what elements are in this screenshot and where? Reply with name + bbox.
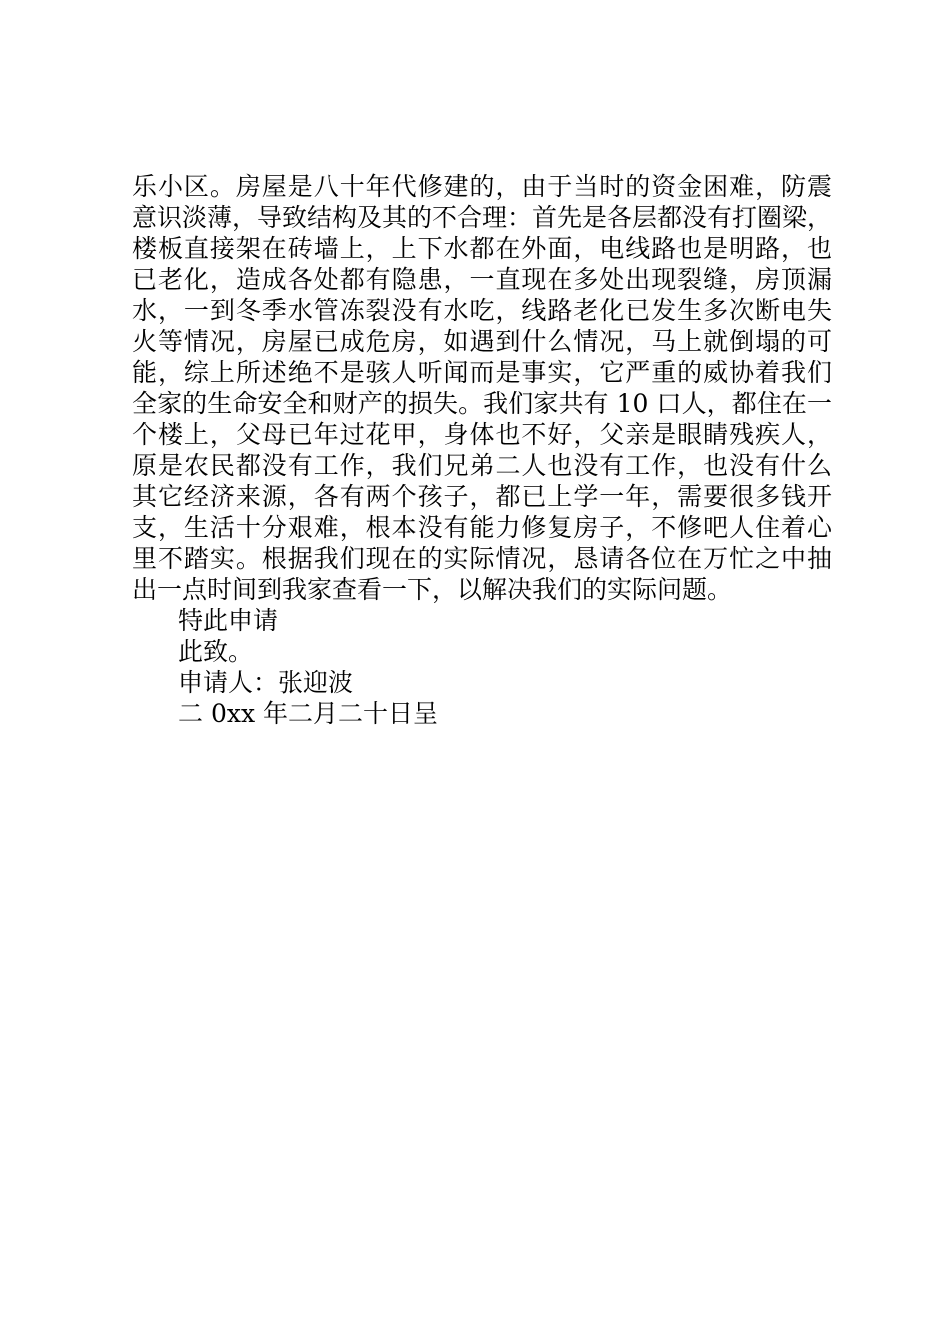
body-line: 火等情况，房屋已成危房，如遇到什么情况，马上就倒塌的可: [132, 327, 832, 356]
body-line: 全家的生命安全和财产的损失。我们家共有 10 口人，都住在一: [132, 389, 832, 418]
body-line: 意识淡薄，导致结构及其的不合理：首先是各层都没有打圈梁，: [132, 203, 833, 232]
body-line: 其它经济来源，各有两个孩子，都已上学一年，需要很多钱开: [132, 482, 832, 511]
body-line: 出一点时间到我家查看一下，以解决我们的实际问题。: [132, 575, 733, 604]
body-line: 水，一到冬季水管冻裂没有水吃，线路老化已发生多次断电失: [132, 296, 832, 325]
letter-body: [132, 171, 832, 729]
body-line: 里不踏实。根据我们现在的实际情况，恳请各位在万忙之中抽: [132, 544, 832, 573]
body-line: 乐小区。房屋是八十年代修建的，由于当时的资金困难，防震: [132, 172, 832, 201]
body-line: 已老化，造成各处都有隐患，一直现在多处出现裂缝，房顶漏: [132, 265, 832, 294]
closing-text: 特此申请: [178, 606, 279, 635]
body-line: 个楼上，父母已年过花甲，身体也不好，父亲是眼睛残疾人，: [132, 420, 832, 449]
body-line: 能，综上所述绝不是骇人听闻而是事实，它严重的威协着我们: [132, 358, 832, 387]
applicant-signature: 申请人：张迎波: [178, 668, 354, 697]
letter-date: 二 0xx 年二月二十日呈: [178, 699, 438, 728]
body-line: 支，生活十分艰难，根本没有能力修复房子，不修吧人住着心: [132, 513, 832, 542]
body-line: 楼板直接架在砖墙上，上下水都在外面，电线路也是明路，也: [132, 234, 832, 263]
body-line: 原是农民都没有工作，我们兄弟二人也没有工作，也没有什么: [132, 451, 832, 480]
salutation-text: 此致。: [178, 637, 254, 666]
